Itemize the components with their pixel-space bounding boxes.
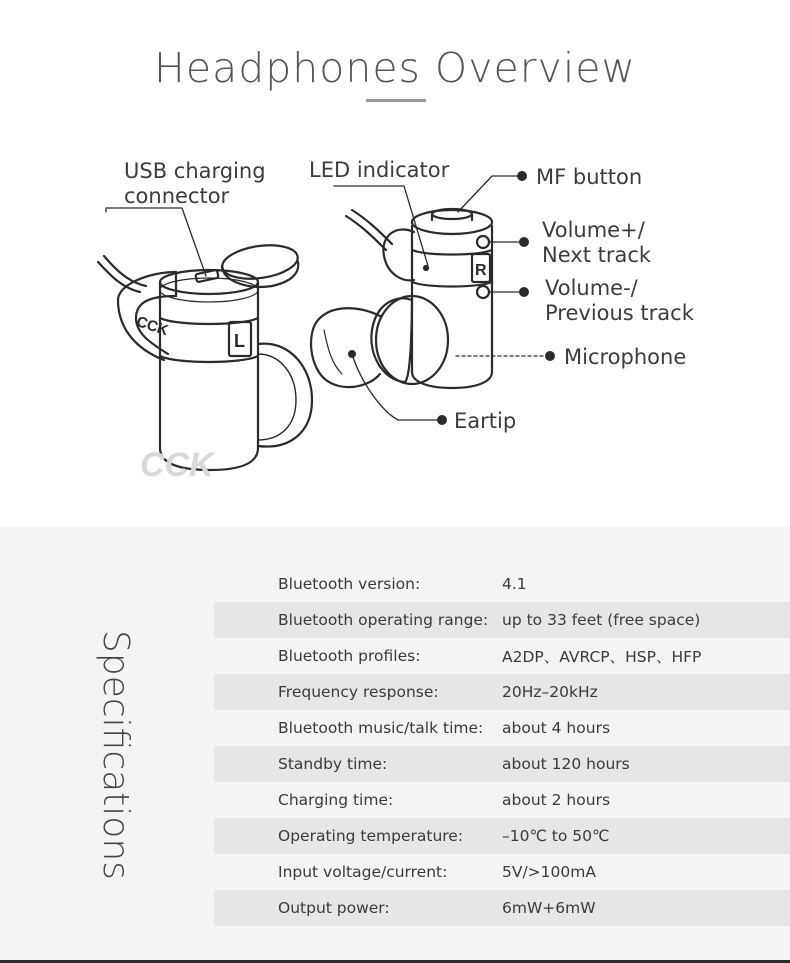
- spec-value: about 2 hours: [502, 791, 611, 809]
- spec-label: Frequency response:: [278, 683, 439, 701]
- spec-row: [214, 638, 790, 674]
- usb-leader: [106, 208, 206, 276]
- callout-led-indicator: LED indicator: [309, 158, 450, 182]
- spec-row: [214, 782, 790, 818]
- left-cable: [98, 262, 140, 292]
- spec-row: [214, 710, 790, 746]
- specifications-heading: Specifications: [95, 630, 136, 880]
- spec-label: Bluetooth profiles:: [278, 647, 421, 665]
- eartip-leader: [352, 354, 440, 420]
- left-ear-hook: [118, 272, 176, 354]
- page-title: Headphones Overview: [154, 44, 636, 92]
- spec-value: A2DP、AVRCP、HSP、HFP: [502, 648, 702, 666]
- spec-value: up to 33 feet (free space): [502, 611, 701, 629]
- spec-value: 20Hz–20kHz: [502, 683, 598, 701]
- right-mark: R: [475, 262, 487, 279]
- spec-value: 4.1: [502, 575, 527, 593]
- left-mark: L: [234, 331, 245, 351]
- spec-value: about 4 hours: [502, 719, 611, 737]
- callout-eartip: Eartip: [454, 409, 517, 433]
- spec-value: –10℃ to 50℃: [502, 827, 610, 845]
- spec-label: Bluetooth music/talk time:: [278, 719, 484, 737]
- spec-row: [214, 818, 790, 854]
- callout-microphone: Microphone: [564, 345, 687, 369]
- spec-label: Output power:: [278, 899, 390, 917]
- watermark: CCK: [140, 446, 214, 484]
- spec-label: Operating temperature:: [278, 827, 464, 845]
- spec-value: about 120 hours: [502, 755, 630, 773]
- spec-value: 6mW+6mW: [502, 899, 596, 917]
- callout-mf-button: MF button: [536, 165, 643, 189]
- spec-label: Standby time:: [278, 755, 388, 773]
- spec-row: [214, 674, 790, 710]
- mf-leader: [458, 176, 522, 212]
- spec-row: [214, 602, 790, 638]
- callout-volume-down: Volume-/ Previous track: [545, 276, 694, 325]
- brand-mark: CCK: [134, 313, 171, 340]
- spec-label: Bluetooth version:: [278, 575, 421, 593]
- spec-row: [214, 566, 790, 602]
- specifications-table: [214, 566, 790, 926]
- spec-value: 5V/>100mA: [502, 863, 596, 881]
- spec-row: [214, 890, 790, 926]
- spec-row: [214, 854, 790, 890]
- spec-row: [214, 746, 790, 782]
- spec-label: Charging time:: [278, 791, 394, 809]
- callout-usb-connector: USB charging connector: [124, 159, 266, 208]
- callout-volume-up: Volume+/ Next track: [542, 218, 652, 267]
- spec-label: Input voltage/current:: [278, 863, 448, 881]
- left-earbud-body: [160, 290, 258, 470]
- spec-label: Bluetooth operating range:: [278, 611, 489, 629]
